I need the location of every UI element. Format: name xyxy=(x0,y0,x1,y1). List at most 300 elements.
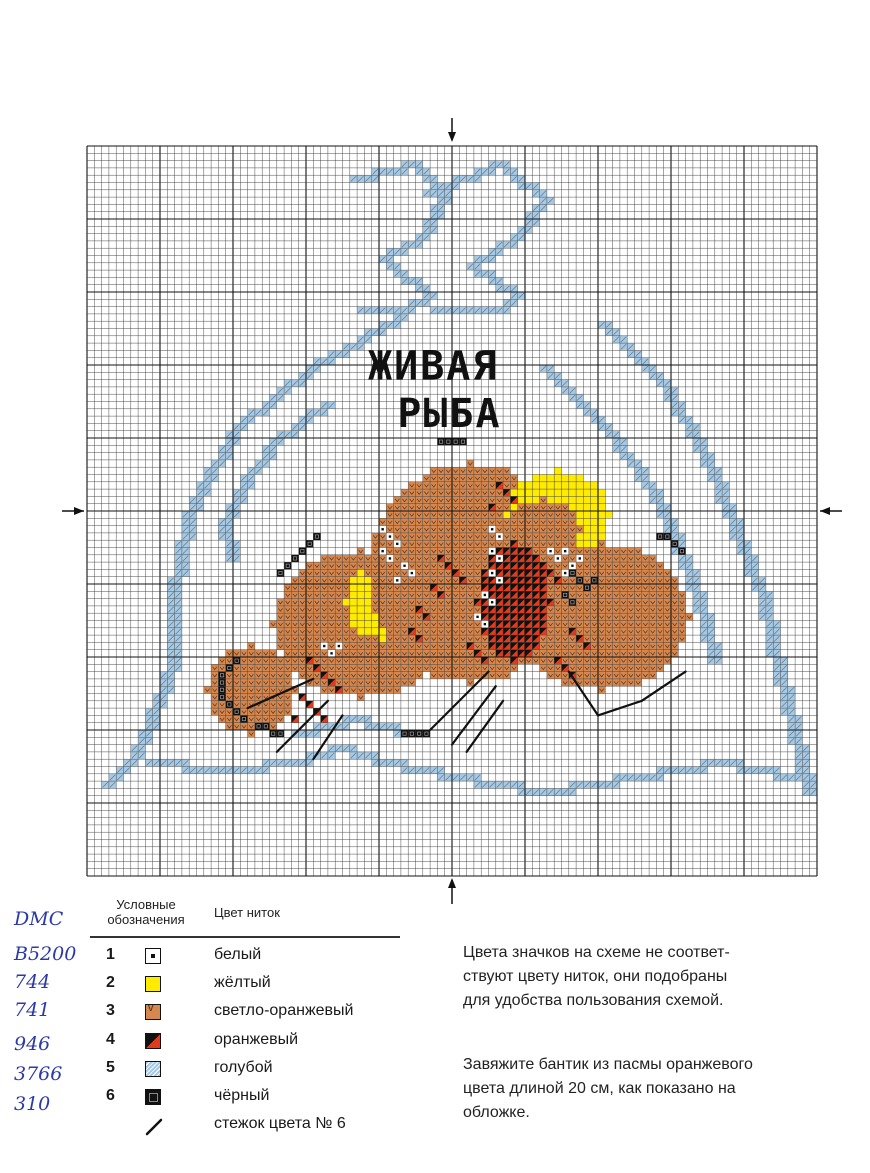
light-orange-stitch xyxy=(452,606,459,613)
light-orange-stitch xyxy=(649,664,656,671)
light-orange-stitch xyxy=(664,606,671,613)
yellow-stitch xyxy=(540,489,547,496)
light-orange-stitch xyxy=(284,664,291,671)
light-orange-stitch xyxy=(649,635,656,642)
white-dot-icon xyxy=(145,948,161,964)
light-orange-stitch xyxy=(233,694,240,701)
light-orange-stitch xyxy=(430,635,437,642)
legend-row xyxy=(100,1083,420,1111)
black-stitch xyxy=(218,679,225,686)
light-orange-stitch xyxy=(613,613,620,620)
white-dot xyxy=(498,535,500,537)
light-orange-stitch xyxy=(569,540,576,547)
light-orange-stitch xyxy=(620,650,627,657)
light-orange-stitch xyxy=(591,562,598,569)
light-orange-stitch xyxy=(401,650,408,657)
light-orange-stitch xyxy=(598,577,605,584)
light-orange-stitch xyxy=(291,642,298,649)
light-orange-stitch xyxy=(408,562,415,569)
yellow-stitch xyxy=(569,504,576,511)
light-orange-stitch xyxy=(284,584,291,591)
light-orange-stitch xyxy=(313,599,320,606)
light-orange-stitch xyxy=(343,562,350,569)
light-orange-stitch xyxy=(656,621,663,628)
light-orange-stitch xyxy=(226,672,233,679)
light-orange-stitch xyxy=(291,650,298,657)
yellow-stitch xyxy=(364,584,371,591)
light-orange-stitch xyxy=(591,613,598,620)
light-orange-stitch xyxy=(605,657,612,664)
light-orange-stitch xyxy=(423,526,430,533)
light-orange-stitch xyxy=(430,467,437,474)
yellow-stitch xyxy=(583,526,590,533)
light-orange-stitch xyxy=(467,489,474,496)
light-orange-stitch xyxy=(547,555,554,562)
light-orange-stitch xyxy=(540,518,547,525)
black-stitch xyxy=(678,548,685,555)
light-orange-stitch xyxy=(394,642,401,649)
yellow-square-icon xyxy=(145,976,161,992)
white-dot xyxy=(403,565,405,567)
light-orange-stitch xyxy=(474,548,481,555)
light-orange-stitch xyxy=(335,584,342,591)
light-orange-stitch xyxy=(445,511,452,518)
light-orange-stitch xyxy=(445,496,452,503)
light-orange-stitch xyxy=(605,555,612,562)
light-orange-stitch xyxy=(459,496,466,503)
light-orange-stitch xyxy=(649,628,656,635)
light-orange-stitch xyxy=(335,635,342,642)
light-orange-stitch xyxy=(554,606,561,613)
light-orange-stitch xyxy=(372,569,379,576)
light-orange-stitch xyxy=(270,686,277,693)
light-orange-stitch xyxy=(401,584,408,591)
light-orange-stitch xyxy=(364,672,371,679)
light-orange-stitch xyxy=(481,650,488,657)
light-orange-stitch xyxy=(540,540,547,547)
light-orange-stitch xyxy=(496,467,503,474)
yellow-stitch xyxy=(583,533,590,540)
light-orange-stitch xyxy=(598,599,605,606)
light-orange-stitch xyxy=(620,657,627,664)
light-orange-stitch xyxy=(386,686,393,693)
light-orange-stitch xyxy=(357,679,364,686)
light-orange-stitch xyxy=(299,635,306,642)
light-orange-stitch xyxy=(459,650,466,657)
yellow-stitch xyxy=(576,475,583,482)
light-orange-stitch xyxy=(613,642,620,649)
yellow-stitch xyxy=(576,496,583,503)
light-orange-stitch xyxy=(467,482,474,489)
light-orange-stitch xyxy=(284,701,291,708)
light-orange-stitch xyxy=(335,679,342,686)
yellow-stitch xyxy=(357,613,364,620)
light-orange-stitch xyxy=(372,686,379,693)
light-orange-stitch xyxy=(547,518,554,525)
yellow-stitch xyxy=(547,489,554,496)
light-orange-stitch xyxy=(291,664,298,671)
light-orange-stitch xyxy=(452,482,459,489)
light-orange-stitch xyxy=(569,533,576,540)
light-orange-stitch xyxy=(255,715,262,722)
light-orange-stitch xyxy=(416,482,423,489)
light-orange-stitch xyxy=(423,511,430,518)
light-orange-stitch xyxy=(430,599,437,606)
light-orange-stitch xyxy=(635,584,642,591)
light-orange-stitch xyxy=(569,555,576,562)
light-orange-stitch xyxy=(262,664,269,671)
light-orange-stitch xyxy=(671,628,678,635)
light-orange-stitch xyxy=(562,526,569,533)
light-orange-stitch xyxy=(306,599,313,606)
white-dot xyxy=(498,579,500,581)
legend-color-name: оранжевый xyxy=(214,1031,299,1048)
light-orange-stitch xyxy=(321,584,328,591)
light-orange-stitch xyxy=(291,657,298,664)
light-orange-stitch xyxy=(481,642,488,649)
light-orange-stitch xyxy=(547,657,554,664)
light-orange-stitch xyxy=(591,679,598,686)
light-orange-stitch xyxy=(583,679,590,686)
light-orange-stitch xyxy=(627,584,634,591)
light-orange-stitch xyxy=(394,562,401,569)
light-orange-stitch xyxy=(452,672,459,679)
light-orange-stitch xyxy=(532,533,539,540)
light-orange-stitch xyxy=(299,569,306,576)
light-orange-stitch xyxy=(649,621,656,628)
light-orange-stitch xyxy=(248,723,255,730)
yellow-stitch xyxy=(547,496,554,503)
light-orange-stitch xyxy=(350,672,357,679)
light-orange-stitch xyxy=(467,591,474,598)
light-orange-stitch xyxy=(635,628,642,635)
light-orange-stitch xyxy=(408,635,415,642)
light-orange-stitch xyxy=(313,621,320,628)
yellow-stitch xyxy=(357,569,364,576)
light-orange-stitch xyxy=(343,642,350,649)
light-orange-stitch xyxy=(299,599,306,606)
light-orange-stitch xyxy=(620,599,627,606)
light-orange-stitch xyxy=(532,650,539,657)
white-dot xyxy=(491,572,493,574)
light-orange-stitch xyxy=(664,613,671,620)
light-orange-stitch xyxy=(452,642,459,649)
light-orange-stitch xyxy=(416,555,423,562)
light-orange-stitch xyxy=(437,664,444,671)
light-orange-stitch xyxy=(226,679,233,686)
light-orange-stitch xyxy=(218,701,225,708)
light-orange-stitch xyxy=(430,672,437,679)
chart-title-line-1: ЖИВАЯ xyxy=(368,343,499,390)
light-orange-stitch xyxy=(408,650,415,657)
light-orange-stitch xyxy=(240,723,247,730)
light-orange-stitch xyxy=(233,701,240,708)
light-orange-stitch xyxy=(613,657,620,664)
light-orange-stitch xyxy=(620,635,627,642)
light-orange-stitch xyxy=(664,577,671,584)
light-orange-stitch xyxy=(467,555,474,562)
light-orange-stitch xyxy=(277,715,284,722)
light-orange-stitch xyxy=(350,657,357,664)
light-orange-stitch xyxy=(277,708,284,715)
yellow-stitch xyxy=(357,591,364,598)
light-orange-stitch xyxy=(598,657,605,664)
light-orange-stitch xyxy=(452,533,459,540)
yellow-stitch xyxy=(503,511,510,518)
light-orange-stitch xyxy=(408,555,415,562)
light-orange-stitch xyxy=(277,642,284,649)
yellow-stitch xyxy=(583,511,590,518)
light-orange-stitch xyxy=(350,664,357,671)
light-orange-stitch xyxy=(678,606,685,613)
light-orange-stitch xyxy=(459,533,466,540)
black-stitch xyxy=(218,672,225,679)
handwritten-code-1: B5200 xyxy=(14,943,77,965)
light-orange-stitch xyxy=(343,679,350,686)
light-orange-stitch xyxy=(452,548,459,555)
light-orange-stitch xyxy=(474,489,481,496)
light-orange-stitch xyxy=(598,591,605,598)
light-orange-stitch xyxy=(459,621,466,628)
light-orange-stitch xyxy=(437,577,444,584)
light-orange-stitch xyxy=(270,621,277,628)
light-orange-stitch xyxy=(569,664,576,671)
light-orange-stitch xyxy=(430,518,437,525)
light-orange-stitch xyxy=(372,591,379,598)
light-orange-stitch xyxy=(489,475,496,482)
yellow-stitch xyxy=(576,533,583,540)
light-orange-stitch xyxy=(642,584,649,591)
light-orange-stitch xyxy=(496,504,503,511)
light-orange-stitch xyxy=(430,628,437,635)
light-orange-stitch xyxy=(467,511,474,518)
light-orange-stitch xyxy=(445,606,452,613)
light-orange-stitch xyxy=(240,664,247,671)
light-orange-stitch xyxy=(372,548,379,555)
light-orange-stitch xyxy=(445,577,452,584)
light-orange-stitch xyxy=(335,562,342,569)
light-orange-stitch xyxy=(510,475,517,482)
light-orange-stitch xyxy=(503,496,510,503)
yellow-stitch xyxy=(547,482,554,489)
light-orange-stitch xyxy=(386,599,393,606)
light-orange-stitch xyxy=(416,496,423,503)
light-orange-stitch xyxy=(408,489,415,496)
black-stitch xyxy=(226,701,233,708)
light-orange-stitch xyxy=(416,642,423,649)
yellow-stitch xyxy=(364,606,371,613)
light-orange-stitch xyxy=(481,475,488,482)
light-orange-stitch xyxy=(262,686,269,693)
light-orange-stitch xyxy=(627,613,634,620)
yellow-stitch xyxy=(518,496,525,503)
light-orange-stitch xyxy=(598,569,605,576)
light-orange-stitch xyxy=(423,504,430,511)
light-orange-stitch xyxy=(372,540,379,547)
light-orange-stitch xyxy=(445,526,452,533)
light-orange-stitch xyxy=(321,606,328,613)
light-orange-stitch xyxy=(532,518,539,525)
yellow-stitch xyxy=(357,628,364,635)
light-orange-stitch xyxy=(474,606,481,613)
light-orange-stitch xyxy=(627,606,634,613)
light-orange-stitch xyxy=(423,548,430,555)
black-stitch xyxy=(313,533,320,540)
light-orange-stitch xyxy=(510,664,517,671)
light-orange-stitch xyxy=(496,511,503,518)
light-orange-stitch xyxy=(335,628,342,635)
yellow-stitch xyxy=(364,577,371,584)
light-orange-stitch xyxy=(467,577,474,584)
light-orange-stitch xyxy=(335,672,342,679)
light-orange-stitch xyxy=(343,569,350,576)
light-orange-stitch xyxy=(547,621,554,628)
light-orange-stitch xyxy=(430,533,437,540)
light-orange-stitch xyxy=(437,599,444,606)
light-orange-stitch xyxy=(321,599,328,606)
light-orange-stitch xyxy=(642,591,649,598)
white-dot xyxy=(491,601,493,603)
light-orange-stitch xyxy=(430,577,437,584)
light-orange-stitch xyxy=(430,562,437,569)
light-orange-stitch xyxy=(445,489,452,496)
light-orange-stitch xyxy=(620,664,627,671)
black-stitch xyxy=(408,730,415,737)
light-orange-stitch xyxy=(401,657,408,664)
light-orange-stitch xyxy=(357,642,364,649)
light-orange-stitch xyxy=(591,569,598,576)
light-orange-stitch xyxy=(642,577,649,584)
light-orange-stitch xyxy=(591,584,598,591)
yellow-stitch xyxy=(364,613,371,620)
light-orange-stitch xyxy=(386,628,393,635)
light-orange-stitch xyxy=(430,642,437,649)
black-stitch xyxy=(423,730,430,737)
light-orange-stitch xyxy=(401,613,408,620)
light-orange-stitch xyxy=(569,613,576,620)
light-orange-stitch xyxy=(532,548,539,555)
light-orange-stitch xyxy=(598,584,605,591)
light-orange-stitch xyxy=(554,562,561,569)
light-orange-stitch xyxy=(525,657,532,664)
yellow-stitch xyxy=(562,475,569,482)
yellow-stitch xyxy=(576,489,583,496)
white-dot xyxy=(381,528,383,530)
light-orange-stitch xyxy=(299,642,306,649)
light-orange-stitch xyxy=(642,635,649,642)
light-orange-stitch xyxy=(481,467,488,474)
light-orange-stitch xyxy=(328,591,335,598)
light-orange-stitch xyxy=(321,664,328,671)
light-orange-stitch xyxy=(372,555,379,562)
light-orange-stitch xyxy=(671,635,678,642)
light-orange-stitch xyxy=(467,518,474,525)
light-orange-stitch xyxy=(321,679,328,686)
light-orange-stitch xyxy=(474,672,481,679)
light-orange-stitch xyxy=(394,496,401,503)
yellow-stitch xyxy=(364,621,371,628)
light-orange-stitch xyxy=(605,613,612,620)
light-orange-stitch xyxy=(270,664,277,671)
light-orange-stitch xyxy=(394,635,401,642)
light-orange-stitch xyxy=(430,606,437,613)
light-orange-stitch xyxy=(240,708,247,715)
light-orange-stitch xyxy=(576,664,583,671)
light-orange-stitch xyxy=(598,555,605,562)
yellow-stitch xyxy=(350,613,357,620)
light-orange-stitch xyxy=(620,606,627,613)
yellow-stitch xyxy=(379,635,386,642)
legend-header-symbols: Условные обозначения xyxy=(107,897,185,927)
light-orange-stitch xyxy=(562,650,569,657)
light-orange-stitch xyxy=(416,591,423,598)
light-orange-stitch xyxy=(248,715,255,722)
light-orange-stitch xyxy=(525,526,532,533)
yellow-stitch xyxy=(562,482,569,489)
light-orange-stitch xyxy=(649,569,656,576)
light-orange-stitch xyxy=(496,496,503,503)
light-orange-stitch xyxy=(452,467,459,474)
light-orange-stitch xyxy=(642,606,649,613)
light-orange-stitch xyxy=(569,511,576,518)
light-orange-stitch xyxy=(474,533,481,540)
light-orange-stitch xyxy=(605,591,612,598)
light-orange-stitch xyxy=(350,555,357,562)
light-orange-stitch xyxy=(437,548,444,555)
light-orange-stitch xyxy=(343,555,350,562)
light-orange-stitch xyxy=(671,577,678,584)
light-orange-stitch xyxy=(416,664,423,671)
light-orange-stitch xyxy=(437,467,444,474)
legend-number: 5 xyxy=(106,1059,115,1076)
light-orange-stitch xyxy=(364,650,371,657)
light-orange-stitch xyxy=(671,606,678,613)
light-orange-stitch xyxy=(635,591,642,598)
light-orange-stitch xyxy=(423,606,430,613)
light-orange-stitch xyxy=(656,569,663,576)
light-orange-stitch xyxy=(386,526,393,533)
light-orange-stitch xyxy=(386,621,393,628)
light-orange-stitch xyxy=(408,599,415,606)
black-stitch xyxy=(218,686,225,693)
light-orange-stitch xyxy=(364,635,371,642)
light-orange-stitch xyxy=(401,635,408,642)
light-orange-stitch xyxy=(343,591,350,598)
light-orange-stitch xyxy=(350,650,357,657)
light-orange-stitch xyxy=(540,511,547,518)
light-orange-stitch xyxy=(540,664,547,671)
white-dot xyxy=(549,550,551,552)
light-orange-stitch xyxy=(313,672,320,679)
light-orange-stitch xyxy=(445,613,452,620)
light-orange-stitch xyxy=(613,577,620,584)
white-dot xyxy=(579,557,581,559)
light-orange-stitch xyxy=(226,657,233,664)
light-orange-stitch xyxy=(627,664,634,671)
light-orange-stitch xyxy=(299,650,306,657)
light-orange-stitch xyxy=(620,562,627,569)
light-orange-stitch xyxy=(408,679,415,686)
light-orange-stitch xyxy=(503,504,510,511)
light-orange-stitch xyxy=(678,621,685,628)
light-orange-stitch xyxy=(452,562,459,569)
light-orange-stitch xyxy=(569,518,576,525)
light-orange-stitch xyxy=(277,635,284,642)
yellow-stitch xyxy=(525,482,532,489)
yellow-stitch xyxy=(554,496,561,503)
light-orange-stitch xyxy=(554,628,561,635)
light-orange-stitch xyxy=(510,533,517,540)
